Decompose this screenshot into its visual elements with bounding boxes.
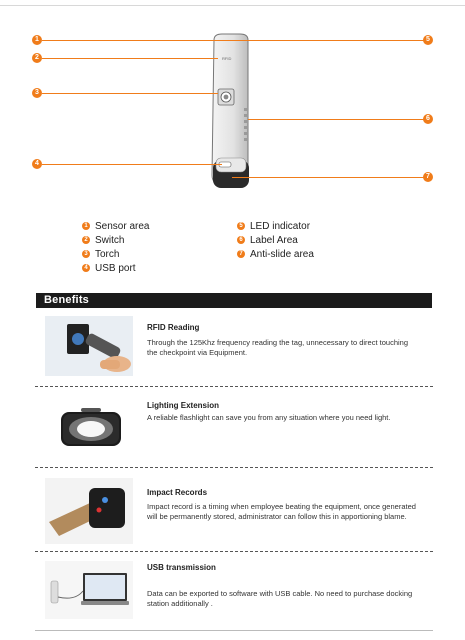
benefit-impact-records [35,474,433,550]
callout-marker-6: 6 [423,114,433,124]
callout-marker-1: 1 [32,35,42,45]
legend-marker: 2 [82,236,90,244]
legend-label: Torch [95,248,120,260]
callout-line-6 [248,119,424,120]
section-divider [35,467,433,468]
section-body: Data can be exported to software with USB cable. No need to purchase docking station additionally . [147,589,413,608]
section-divider [35,386,433,387]
legend-label: Switch [95,234,125,246]
callout-marker-7: 7 [423,172,433,182]
callout-marker-2: 2 [32,53,42,63]
benefit-lighting-extension [35,392,433,462]
legend-label: LED indicator [250,220,311,232]
legend-label: Sensor area [95,220,150,232]
callout-marker-5: 5 [423,35,433,45]
legend-item [237,233,314,247]
callout-line-3 [42,93,218,94]
legend-marker: 1 [82,222,90,230]
legend-column-1 [82,219,149,275]
section-title: RFID Reading [147,323,200,332]
section-divider [35,551,433,552]
bottom-border [35,630,433,631]
callout-marker-4: 4 [32,159,42,169]
callout-line-4 [42,164,222,165]
legend-label: Anti-slide area [250,248,314,260]
rfid-reading-thumbnail [45,316,133,376]
benefit-rfid-reading [35,314,433,380]
legend-marker: 5 [237,222,245,230]
legend-item [82,247,149,261]
section-body: A reliable flashlight can save you from any situation where you need light. [147,413,391,422]
device-illustration [200,30,260,190]
callout-line-7 [232,177,424,178]
legend-marker: 6 [237,236,245,244]
legend-marker: 4 [82,264,90,272]
top-border [0,0,465,6]
section-title: Lighting Extension [147,401,219,410]
section-body: Impact record is a timing when employee beating the equipment, once generated will be permanently stored, administrator can follow this in apportioning blame. [147,502,416,521]
lighting-extension-thumbnail [45,398,133,456]
impact-records-thumbnail [45,478,133,544]
benefit-usb-transmission [35,557,433,627]
legend-item [82,233,149,247]
legend-label: USB port [95,262,136,274]
legend-marker: 7 [237,250,245,258]
section-body: Through the 125Khz frequency reading the tag, unnecessary to direct touching the checkpoint via Equipment. [147,338,409,357]
usb-transmission-thumbnail [45,561,133,619]
callout-line-2 [42,58,218,59]
legend-marker: 3 [82,250,90,258]
legend-column-2 [237,219,314,261]
section-title: Impact Records [147,488,208,497]
callout-line-1 [42,40,424,41]
legend-item [82,219,149,233]
legend-item [237,247,314,261]
callout-marker-3: 3 [32,88,42,98]
section-title: USB transmission [147,563,216,572]
legend-item [82,261,149,275]
legend-label: Label Area [250,234,298,246]
benefits-banner: Benefits [36,293,432,308]
legend-item [237,219,314,233]
device-label: RFID [222,56,232,61]
